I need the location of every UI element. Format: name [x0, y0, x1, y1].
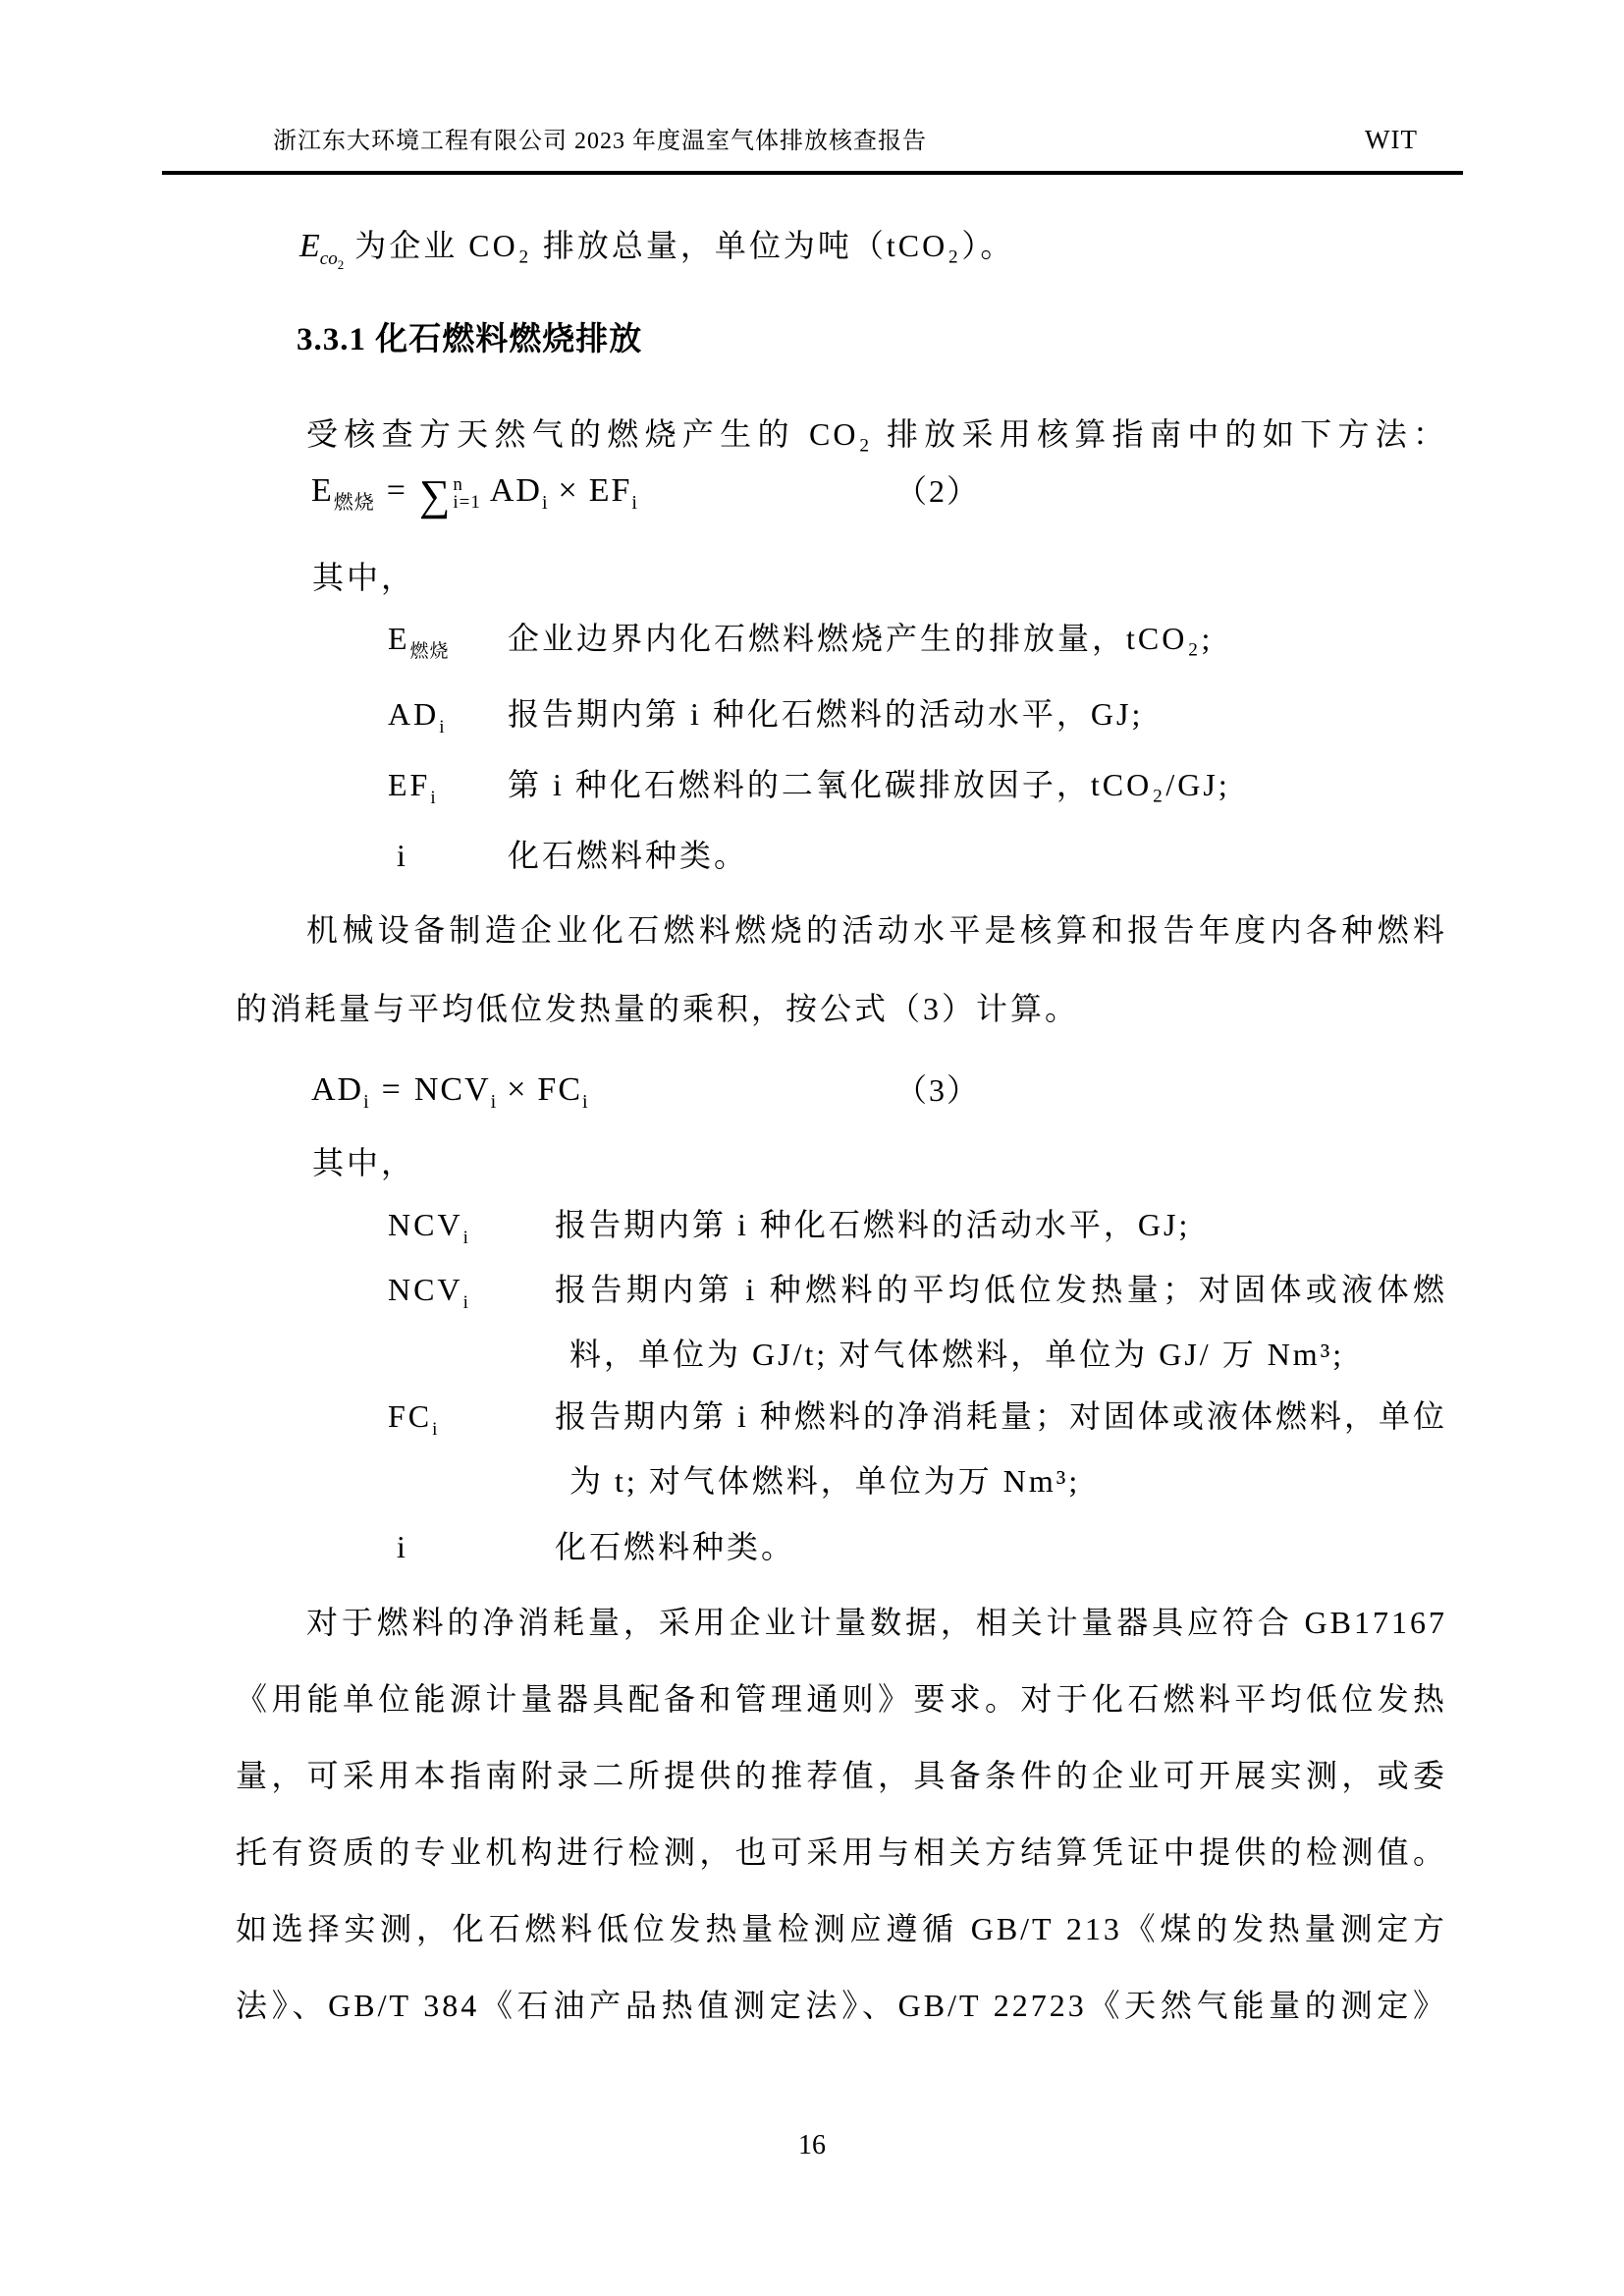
definition-text: 第 i 种化石燃料的二氧化碳排放因子，tCO₂/GJ; — [508, 767, 1230, 802]
formula-2-term2-subscript: i — [631, 492, 638, 514]
definition-term: $EF_i$ — [388, 767, 437, 808]
formula-3-term1-subscript: i — [490, 1091, 498, 1113]
formula-2-term1: AD — [489, 472, 542, 509]
formula-3 — [311, 1063, 1447, 1118]
page-number: 16 — [798, 2130, 826, 2160]
paragraph-line: 机械设备制造企业化石燃料燃烧的活动水平是核算和报告年度内各种燃料 — [306, 912, 1447, 948]
definition-term: i — [397, 1529, 408, 1564]
definition-text: 报告期内第 i 种燃料的净消耗量；对固体或液体燃料，单位 为 t; 对气体燃料，单位为万 Nm³; — [555, 1398, 1447, 1499]
definition-term: $AD_i$ — [388, 696, 446, 738]
definition-text: 报告期内第 i 种化石燃料的活动水平，GJ; — [508, 696, 1144, 732]
definition-term: $NCV_i$ — [388, 1207, 469, 1248]
definition-term: $E_{燃烧}$ — [388, 621, 450, 662]
multiply-sign: × — [507, 1071, 528, 1108]
intro-text: 为企业 CO₂ 排放总量，单位为吨（tCO₂）。 — [354, 228, 1015, 263]
paragraph-line: 如选择实测，化石燃料低位发热量检测应遵循 GB/T 213《煤的发热量测定方 — [236, 1911, 1447, 1946]
formula-3-term2-subscript: i — [582, 1091, 589, 1113]
formula-3-lhs: AD — [311, 1071, 364, 1108]
formula-2-term2: EF — [588, 472, 632, 509]
paragraph-line: 法》、GB/T 384《石油产品热值测定法》、GB/T 22723《天然气能量的测定》 — [236, 1988, 1447, 2023]
paragraph-activity-level — [236, 891, 1447, 1048]
formula-3-number: （3） — [895, 1072, 981, 1108]
definition-term: $NCV_i$ — [388, 1272, 469, 1313]
header-rule — [162, 171, 1463, 175]
paragraph-line: 托有资质的专业机构进行检测，也可采用与相关方结算凭证中提供的检测值。 — [236, 1834, 1447, 1870]
definition-text: 报告期内第 i 种燃料的平均低位发热量；对固体或液体燃 料，单位为 GJ/t; 对气体燃料，单位为 GJ/ 万 Nm³; — [555, 1272, 1447, 1372]
formula-3-term1: NCV — [413, 1071, 491, 1108]
paragraph-line: 对于燃料的净消耗量，采用企业计量数据，相关计量器具应符合 GB17167 — [306, 1605, 1447, 1640]
intro-line — [299, 222, 1014, 289]
definition-text: 化石燃料种类。 — [555, 1529, 796, 1564]
definition-term: $FC_i$ — [388, 1398, 439, 1440]
sum-limits — [453, 476, 481, 512]
formula-3-lhs-subscript: i — [363, 1091, 370, 1113]
sum-icon: ∑ — [418, 471, 451, 519]
paragraph-line: 《用能单位能源计量器具配备和管理通则》要求。对于化石燃料平均低位发热 — [236, 1681, 1447, 1717]
formula-2-lhs-subscript: 燃烧 — [333, 492, 375, 514]
header-badge: WIT — [1365, 125, 1418, 154]
equals-sign: = — [386, 472, 407, 509]
sum-lower-limit: i=1 — [453, 492, 481, 513]
formula-2-number: （2） — [895, 473, 981, 509]
equals-sign: = — [381, 1071, 403, 1108]
formula-3-expression — [311, 1071, 589, 1113]
formula-2-lhs: E — [311, 472, 334, 509]
paragraph-measurement-requirements — [236, 1584, 1447, 2044]
header-title: 浙江东大环境工程有限公司 2023 年度温室气体排放核查报告 — [273, 129, 927, 154]
formula-2 — [311, 462, 1447, 520]
definition-text: 企业边界内化石燃料燃烧产生的排放量，tCO₂; — [508, 621, 1214, 656]
section-heading: 3.3.1 化石燃料燃烧排放 — [297, 322, 643, 357]
intro-variable: E — [299, 228, 320, 264]
formula-3-term2: FC — [537, 1071, 582, 1108]
definition-text: 报告期内第 i 种化石燃料的活动水平，GJ; — [555, 1207, 1191, 1242]
multiply-sign: × — [558, 472, 579, 509]
definition-text: 化石燃料种类。 — [508, 838, 749, 873]
sum-upper-limit: n — [453, 474, 463, 495]
paragraph-line: 的消耗量与平均低位发热量的乘积，按公式（3）计算。 — [236, 991, 1080, 1026]
definition-term: i — [397, 838, 408, 873]
where-label-1: 其中， — [312, 560, 416, 595]
paragraph-line: 量，可采用本指南附录二所提供的推荐值，具备条件的企业可开展实测，或委 — [236, 1758, 1447, 1793]
formula-2-term1-subscript: i — [541, 492, 549, 514]
where-label-2: 其中， — [312, 1145, 416, 1180]
formula-2-expression — [311, 471, 638, 519]
paragraph-line: 受核查方天然气的燃烧产生的 CO₂ 排放采用核算指南中的如下方法： — [306, 416, 1447, 452]
intro-variable-subscript: co2 — [319, 248, 345, 272]
